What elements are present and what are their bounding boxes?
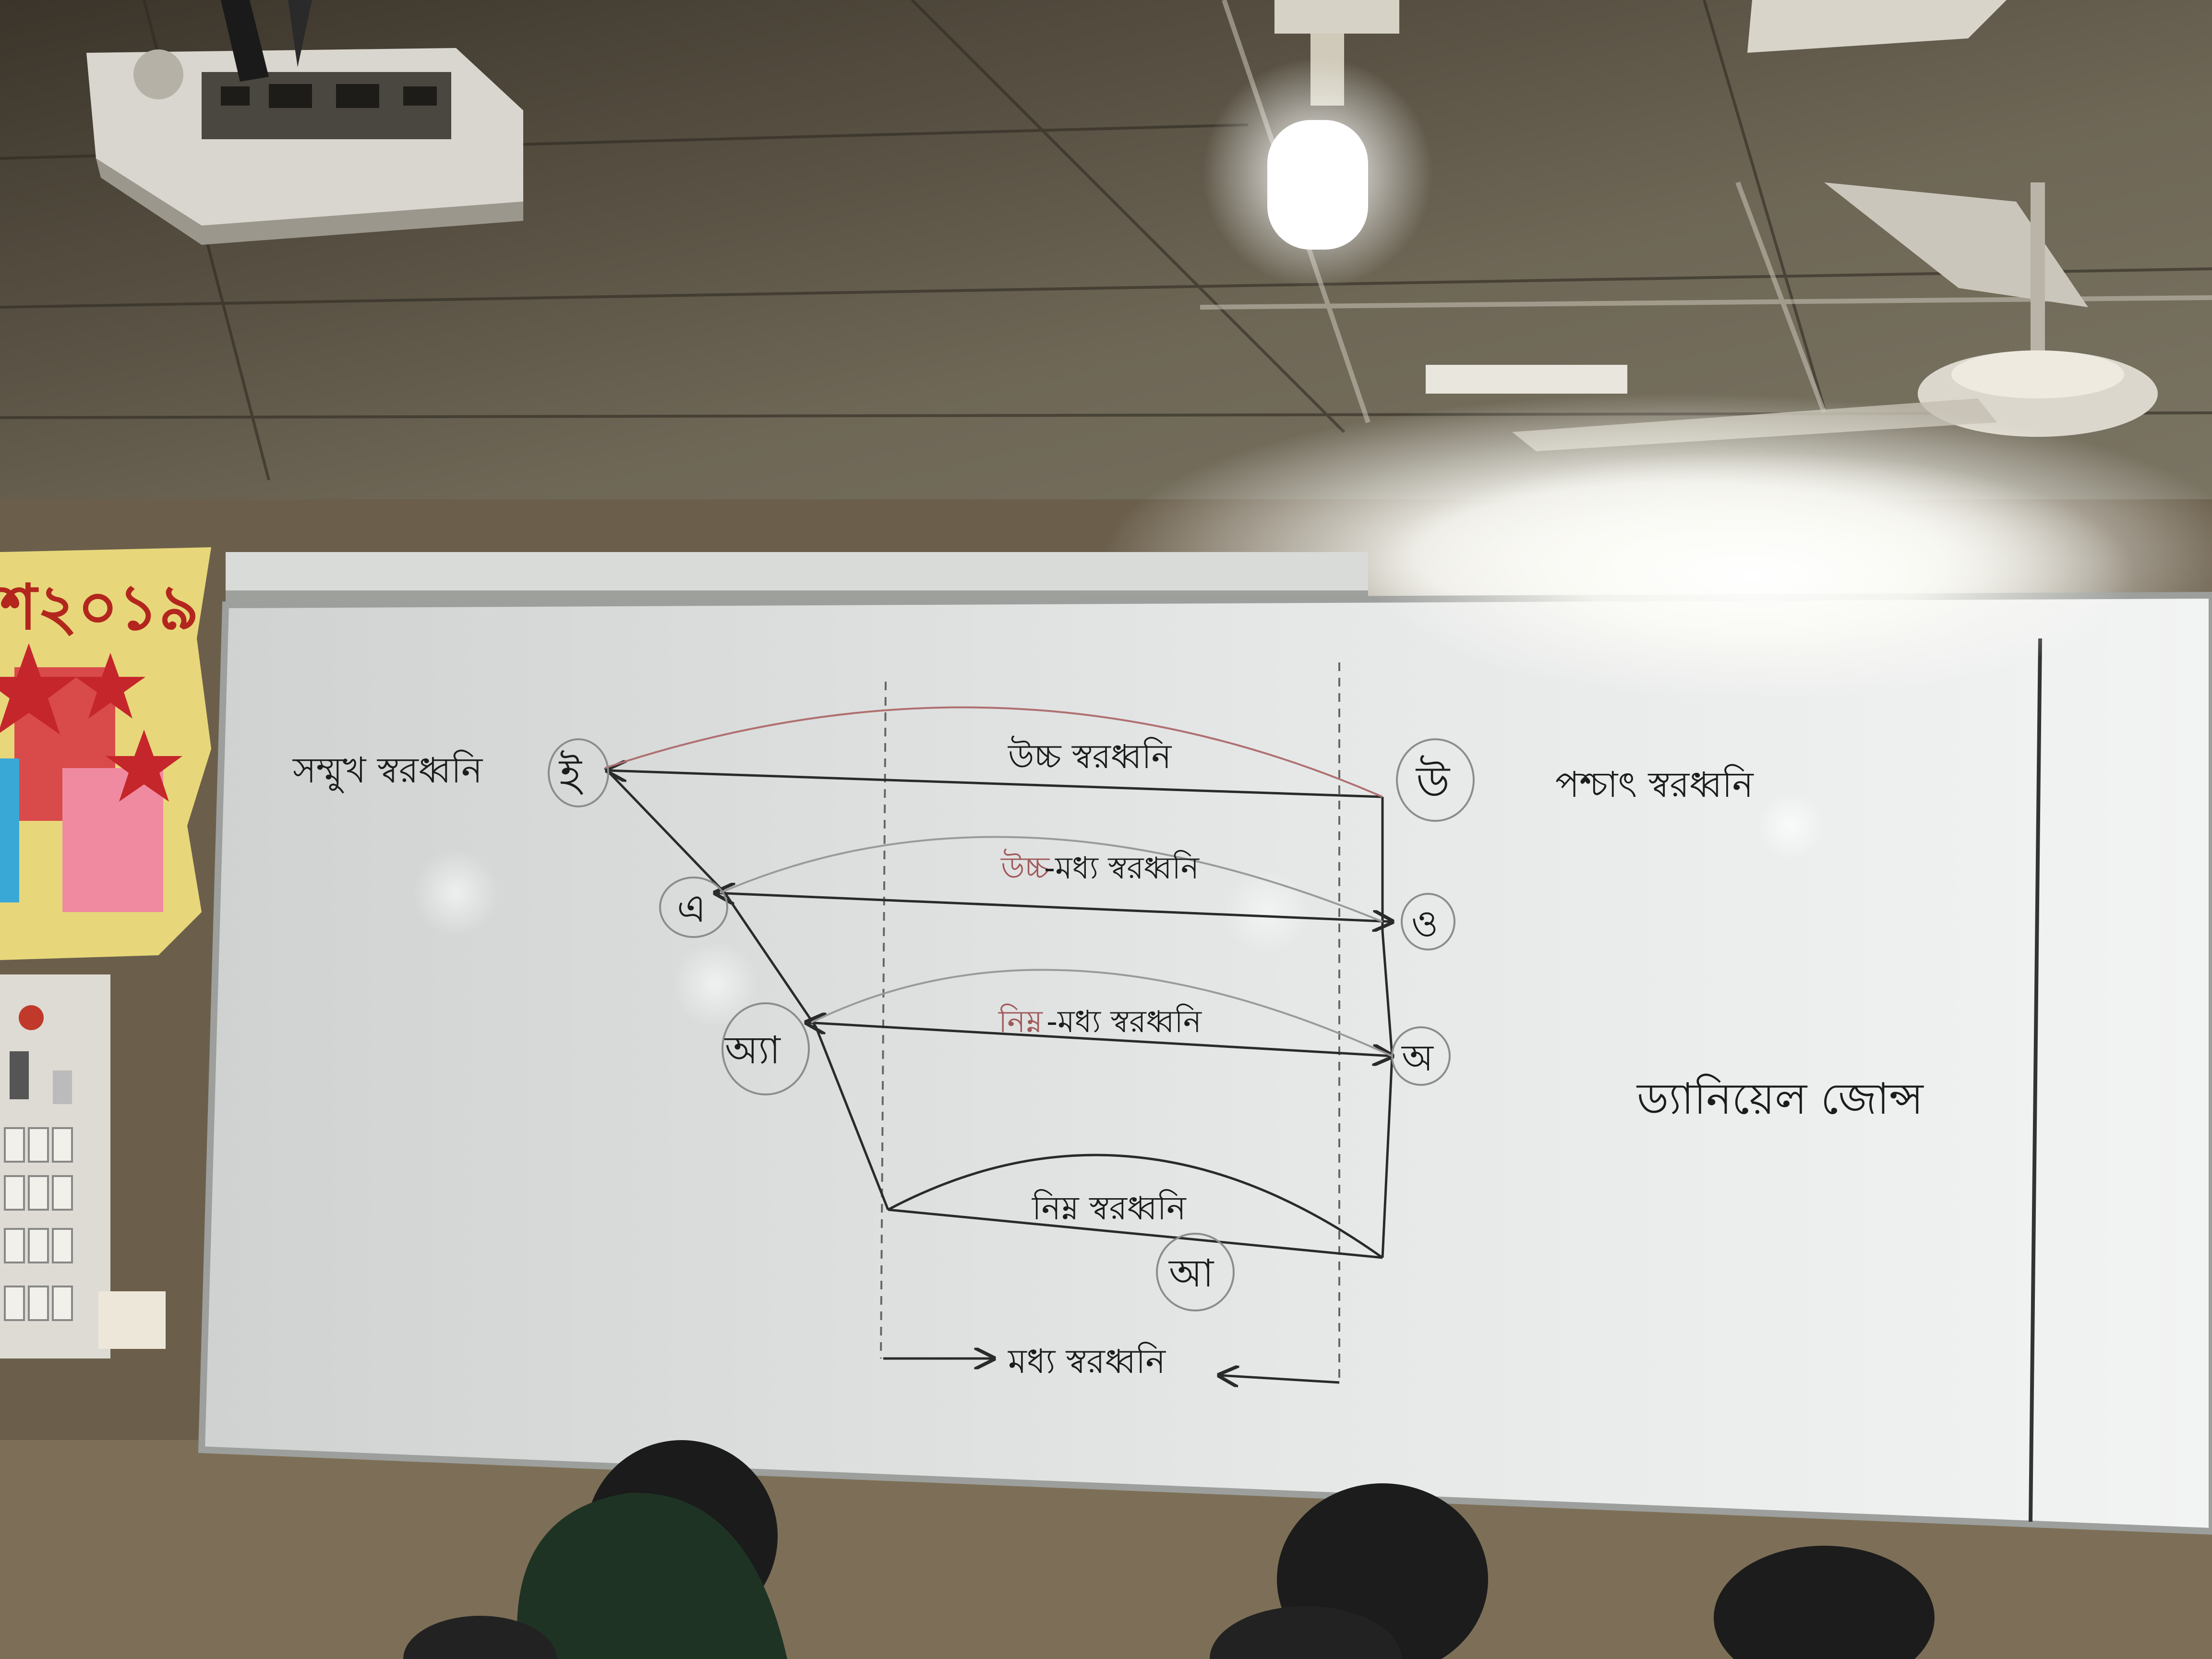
vowel-o: ও: [1411, 902, 1438, 945]
level-high-mid-prefix: উচ্চ: [1001, 851, 1050, 886]
event-poster: [0, 547, 211, 960]
vowel-a: আ: [1169, 1251, 1214, 1296]
vowel-i: ই: [559, 750, 582, 800]
vowel-e: এ: [677, 886, 706, 931]
level-low: নিম্ন স্বরধ্বনি: [1032, 1190, 1186, 1227]
central-vowel-label: মধ্য স্বরধ্বনি: [1008, 1342, 1166, 1381]
level-low-mid-prefix: নিম্ন: [998, 1004, 1043, 1040]
poster-year: শ২০১৯: [0, 571, 199, 644]
vowel-ae: অ্যা: [725, 1028, 781, 1072]
vowel-aw: অ: [1402, 1036, 1433, 1079]
front-vowel-label: সম্মুখ স্বরধ্বনি: [293, 750, 483, 791]
level-high-mid: -মধ্য স্বরধ্বনি: [1044, 851, 1199, 886]
level-high: উচ্চ স্বরধ্বনি: [1008, 737, 1172, 776]
vowel-u: উ: [1416, 757, 1450, 807]
back-vowel-label: পশ্চাৎ স্বরধ্বনি: [1555, 764, 1754, 805]
author-label: ড্যানিয়েল জোন্স: [1637, 1074, 1923, 1124]
level-low-mid: -মধ্য স্বরধ্বনি: [1046, 1004, 1202, 1040]
